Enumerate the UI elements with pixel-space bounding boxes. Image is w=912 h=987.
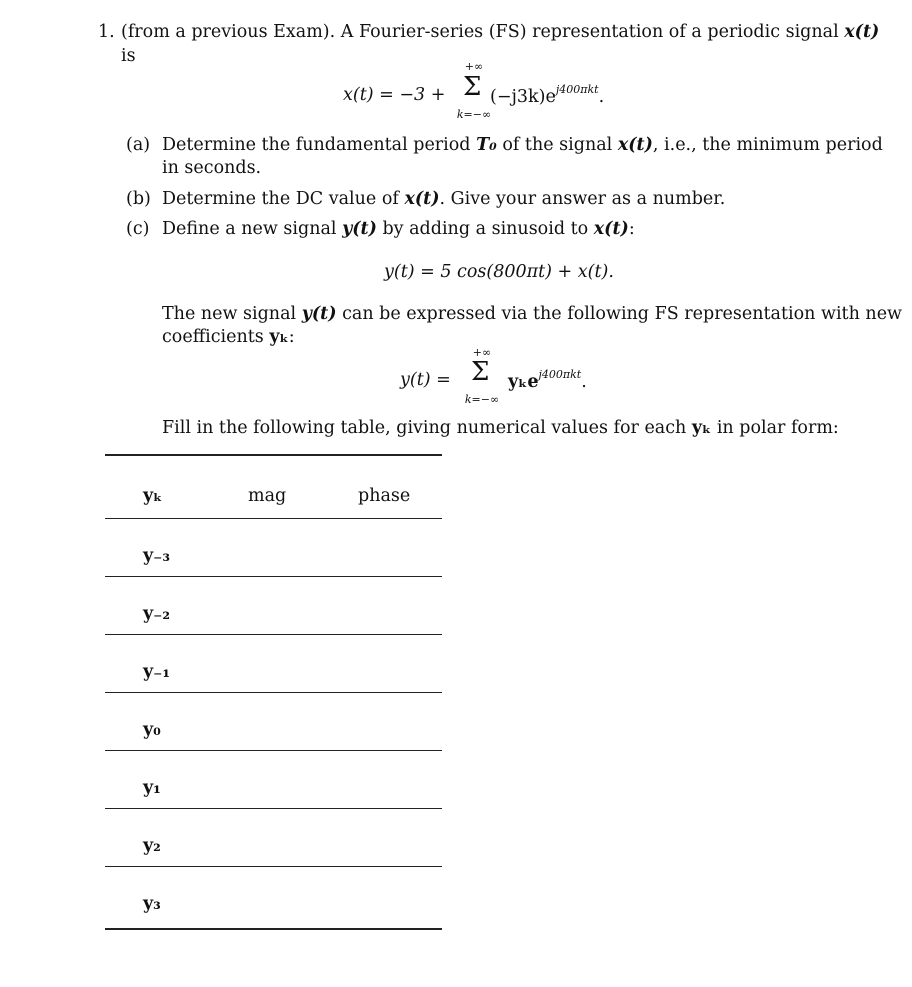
- part-b-text: Determine the DC value of x(t). Give your answer as a number.: [162, 189, 726, 209]
- table-row-label: y₀: [143, 720, 161, 740]
- part-c-label: (c): [126, 219, 150, 239]
- table-row-rule: [105, 808, 442, 809]
- table-top-rule: [105, 454, 442, 456]
- intro-variable: x(t): [844, 22, 880, 42]
- table-row-label: y₋₃: [143, 546, 171, 566]
- problem-number: 1.: [98, 22, 115, 42]
- equation-1-lower-limit: k=−∞: [456, 108, 492, 121]
- part-a-text-line2: in seconds.: [162, 158, 262, 178]
- equation-2: y(t) = 5 cos(800πt) + x(t).: [384, 262, 614, 282]
- part-b-label: (b): [126, 189, 151, 209]
- table-row-label: y₃: [143, 894, 161, 914]
- equation-3-sigma: Σ: [471, 357, 490, 387]
- table-row-label: y₂: [143, 836, 161, 856]
- equation-1-sigma: Σ: [463, 72, 482, 102]
- table-header-mag: mag: [248, 486, 287, 506]
- problem-intro: (from a previous Exam). A Fourier-series (FS) representation of a periodic signal x(t): [121, 22, 880, 42]
- table-header-yk: yₖ: [143, 486, 163, 506]
- equation-1-upper-limit: +∞: [464, 60, 484, 73]
- table-header-rule: [105, 518, 442, 519]
- part-c-text: Define a new signal y(t) by adding a sinusoid to x(t):: [162, 219, 635, 239]
- table-row-label: y₋₁: [143, 662, 171, 682]
- table-bottom-rule: [105, 928, 442, 930]
- table-row-rule: [105, 634, 442, 635]
- equation-3-term: yₖe$^{j400\pi kt}$.: [508, 368, 587, 392]
- table-header-phase: phase: [358, 486, 411, 506]
- table-row-label: y₋₂: [143, 604, 171, 624]
- equation-1-term: $(-j3k)e^{j400\pi kt}$.: [490, 83, 605, 107]
- part-a-text: Determine the fundamental period T₀ of the signal x(t), i.e., the minimum period: [162, 135, 883, 155]
- fill-instruction: Fill in the following table, giving numerical values for each yₖ in polar form:: [162, 418, 839, 438]
- table-row-rule: [105, 576, 442, 577]
- table-row-rule: [105, 866, 442, 867]
- table-row-rule: [105, 692, 442, 693]
- part-a-label: (a): [126, 135, 151, 155]
- equation-3-upper-limit: +∞: [472, 346, 492, 359]
- problem-intro-line2: is: [121, 46, 136, 66]
- table-row-label: y₁: [143, 778, 161, 798]
- equation-1-lhs: x(t) = −3 +: [343, 85, 446, 105]
- paragraph-line2: coefficients yₖ:: [162, 327, 295, 347]
- equation-3-lhs: y(t) =: [400, 370, 451, 390]
- paragraph-line1: The new signal y(t) can be expressed via the following FS representation with new: [162, 304, 903, 324]
- equation-3-lower-limit: k=−∞: [464, 393, 500, 406]
- table-row-rule: [105, 750, 442, 751]
